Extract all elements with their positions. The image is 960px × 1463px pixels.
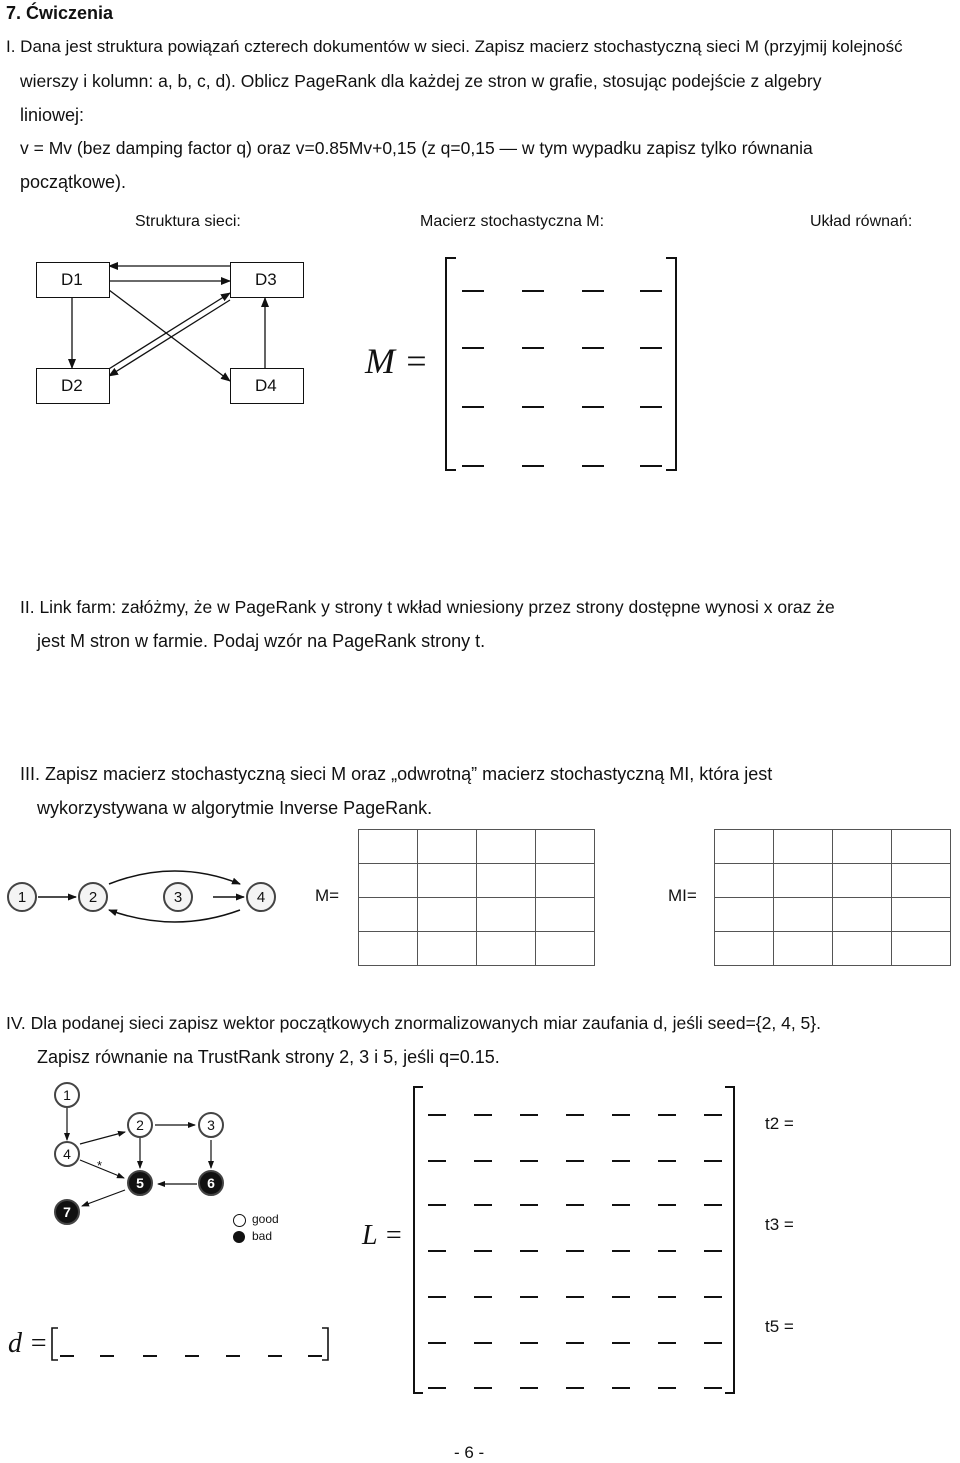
vector-d-label: d = (8, 1328, 48, 1359)
blank-slot (268, 1355, 282, 1357)
t3-label: t3 = (765, 1215, 794, 1234)
ex4-node-1: 1 (54, 1082, 80, 1108)
legend-good-label: good (252, 1212, 279, 1226)
ex4-node-6: 6 (198, 1170, 224, 1196)
blank-slot (143, 1355, 157, 1357)
section-heading: 7. Ćwiczenia (6, 3, 114, 23)
node-d3-label: D3 (255, 270, 277, 289)
blank-slot (60, 1355, 74, 1357)
ex2-line1: II. Link farm: załóżmy, że w PageRank y strony t wkład wniesiony przez strony dostępne wynosi x oraz że (20, 597, 835, 617)
ex4-line1: IV. Dla podanej sieci zapisz wektor początkowych znormalizowanych miar zaufania d, jeśli seed={2, 4, 5}. (6, 1013, 821, 1033)
ex4-node-4: 4 (54, 1141, 80, 1167)
matrix-l-label: L = (362, 1220, 403, 1251)
node-d1-label: D1 (61, 270, 83, 289)
equations-label: Układ równań: (810, 213, 913, 230)
ex4-node-5: 5 (127, 1170, 153, 1196)
ex1-line5: początkowe). (20, 172, 127, 192)
ex3-node-4: 4 (246, 882, 276, 912)
ex3-line2: wykorzystywana w algorytmie Inverse PageRank. (37, 798, 433, 818)
matrix-m-label: M = (365, 341, 429, 381)
ex1-line4: v = Mv (bez damping factor q) oraz v=0.85Mv+0,15 (z q=0,15 — w tym wypadku zapisz tylko równania (20, 138, 813, 158)
ex4-node-3: 3 (198, 1112, 224, 1138)
t5-label: t5 = (765, 1317, 794, 1336)
blank-slot (226, 1355, 240, 1357)
matrix-label-heading: Macierz stochastyczna M: (420, 213, 605, 230)
ex3-node-2: 2 (78, 882, 108, 912)
legend-bad-label: bad (252, 1229, 273, 1243)
node-d2-label: D2 (61, 376, 83, 395)
mi-equals-label: MI= (668, 886, 697, 905)
ex1-line3: liniowej: (20, 105, 85, 125)
ex1-line1: I. Dana jest struktura powiązań czterech dokumentów w sieci. Zapisz macierz stochastyczną sieci M (przyjmij kolejność (6, 37, 903, 56)
blank-slot (308, 1355, 322, 1357)
page-number: - 6 - (454, 1443, 485, 1462)
blank-slot (185, 1355, 199, 1357)
structure-label: Struktura sieci: (135, 213, 241, 230)
t2-label: t2 = (765, 1114, 794, 1133)
star-mark: * (97, 1158, 103, 1173)
blank-slot (100, 1355, 114, 1357)
node-d4-label: D4 (255, 376, 277, 395)
ex1-line2: wierszy i kolumn: a, b, c, d). Oblicz PageRank dla każdej ze stron w grafie, stosując podejście z algebry (20, 71, 822, 91)
ex4-node-7: 7 (54, 1199, 80, 1225)
ex3-line1: III. Zapisz macierz stochastyczną sieci M oraz „odwrotną” macierz stochastyczną MI, która jest (20, 764, 773, 784)
ex3-node-3: 3 (163, 882, 193, 912)
ex3-node-1: 1 (7, 882, 37, 912)
ex4-node-2: 2 (127, 1112, 153, 1138)
ex4-line2: Zapisz równanie na TrustRank strony 2, 3 i 5, jeśli q=0.15. (37, 1047, 500, 1067)
ex2-line2: jest M stron w farmie. Podaj wzór na PageRank strony t. (37, 631, 486, 651)
m-equals-label: M= (315, 886, 340, 905)
